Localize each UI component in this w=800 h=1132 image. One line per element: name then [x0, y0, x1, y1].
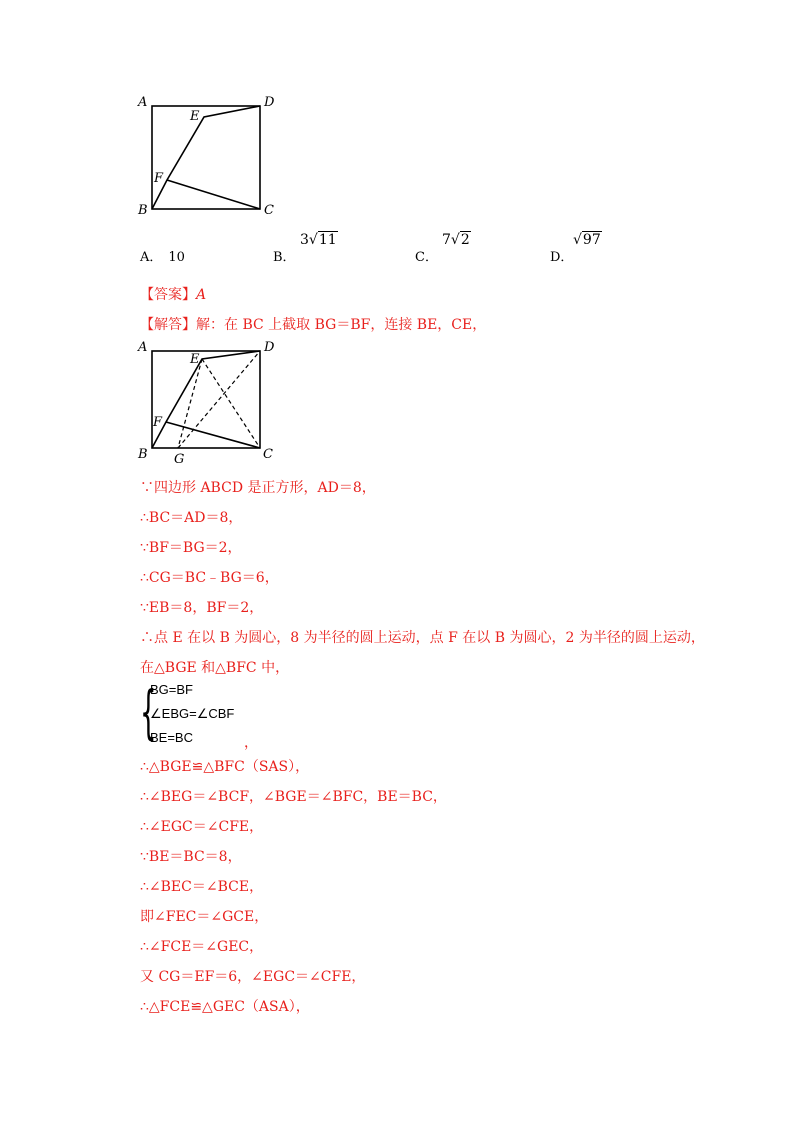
step-4: ∴CG＝BC﹣BG＝6， [140, 570, 279, 586]
label-c: C [264, 203, 274, 218]
system-tail: ， [244, 735, 258, 751]
option-d-value: √97 [573, 232, 601, 248]
equation-system [140, 680, 252, 750]
step-1: ∵四边形 ABCD 是正方形，AD＝8， [140, 480, 376, 496]
square-abcd [152, 106, 260, 209]
step-3: ∵BF＝BG＝2， [140, 540, 242, 556]
step-8: ∴△BGE≌△BFC（SAS）， [140, 759, 310, 775]
solution-label: 【解答】 [140, 317, 196, 333]
step-16: ∴△FCE≌△GEC（ASA）， [140, 999, 310, 1015]
left-brace-icon: { [140, 678, 157, 746]
step-12: ∴∠BEC＝∠BCE， [140, 879, 264, 895]
step-5: ∵EB＝8，BF＝2， [140, 600, 264, 616]
segment-f-c [167, 180, 260, 209]
system-row-3: BE=BC [150, 730, 193, 745]
option-a[interactable]: A． 10 [140, 250, 185, 265]
answer-value: A [196, 287, 207, 303]
label-f: F [154, 171, 164, 186]
label-d: D [264, 340, 275, 355]
label-c: C [263, 447, 273, 462]
sqrt-icon: √ [573, 232, 582, 248]
label-e: E [190, 352, 200, 367]
system-row-2: ∠EBG=∠CBF [150, 706, 235, 721]
label-d: D [264, 95, 275, 110]
label-a: A [138, 340, 148, 355]
system-row-1: BG=BF [150, 682, 193, 697]
answer-label: 【答案】 [140, 287, 196, 303]
option-d[interactable]: D． [550, 250, 574, 265]
step-7: 在△BGE 和△BFC 中， [140, 660, 290, 676]
option-c-value: 7√2 [442, 232, 470, 248]
option-c[interactable]: C． [415, 250, 438, 265]
label-b: B [138, 447, 148, 462]
figure-1 [132, 92, 282, 222]
figure-2 [132, 338, 282, 468]
step-15: 又 CG＝EF＝6，∠EGC＝∠CFE， [140, 969, 366, 985]
label-b: B [138, 203, 148, 218]
step-13: 即∠FEC＝∠GCE， [140, 909, 269, 925]
step-14: ∴∠FCE＝∠GEC， [140, 939, 264, 955]
answer-line [140, 286, 206, 304]
sqrt-icon: √ [308, 232, 318, 248]
label-g: G [174, 452, 185, 467]
label-a: A [138, 95, 148, 110]
label-e: E [190, 109, 200, 124]
solution-line [140, 316, 486, 334]
step-6: ∴点 E 在以 B 为圆心，8 为半径的圆上运动，点 F 在以 B 为圆心，2 为半径的圆上运动， [140, 630, 705, 646]
step-2: ∴BC＝AD＝8， [140, 510, 243, 526]
step-10: ∴∠EGC＝∠CFE， [140, 819, 264, 835]
option-b-value: 3√11 [300, 232, 337, 248]
segment-b-f-e-d [152, 106, 260, 209]
sqrt-icon: √ [450, 232, 460, 248]
step-11: ∵BE＝BC＝8， [140, 849, 242, 865]
label-f: F [153, 415, 163, 430]
solution-intro: 解：在 BC 上截取 BG＝BF，连接 BE，CE， [196, 317, 487, 333]
step-9: ∴∠BEG＝∠BCF，∠BGE＝∠BFC，BE＝BC， [140, 789, 447, 805]
option-b[interactable]: B． [273, 250, 296, 265]
